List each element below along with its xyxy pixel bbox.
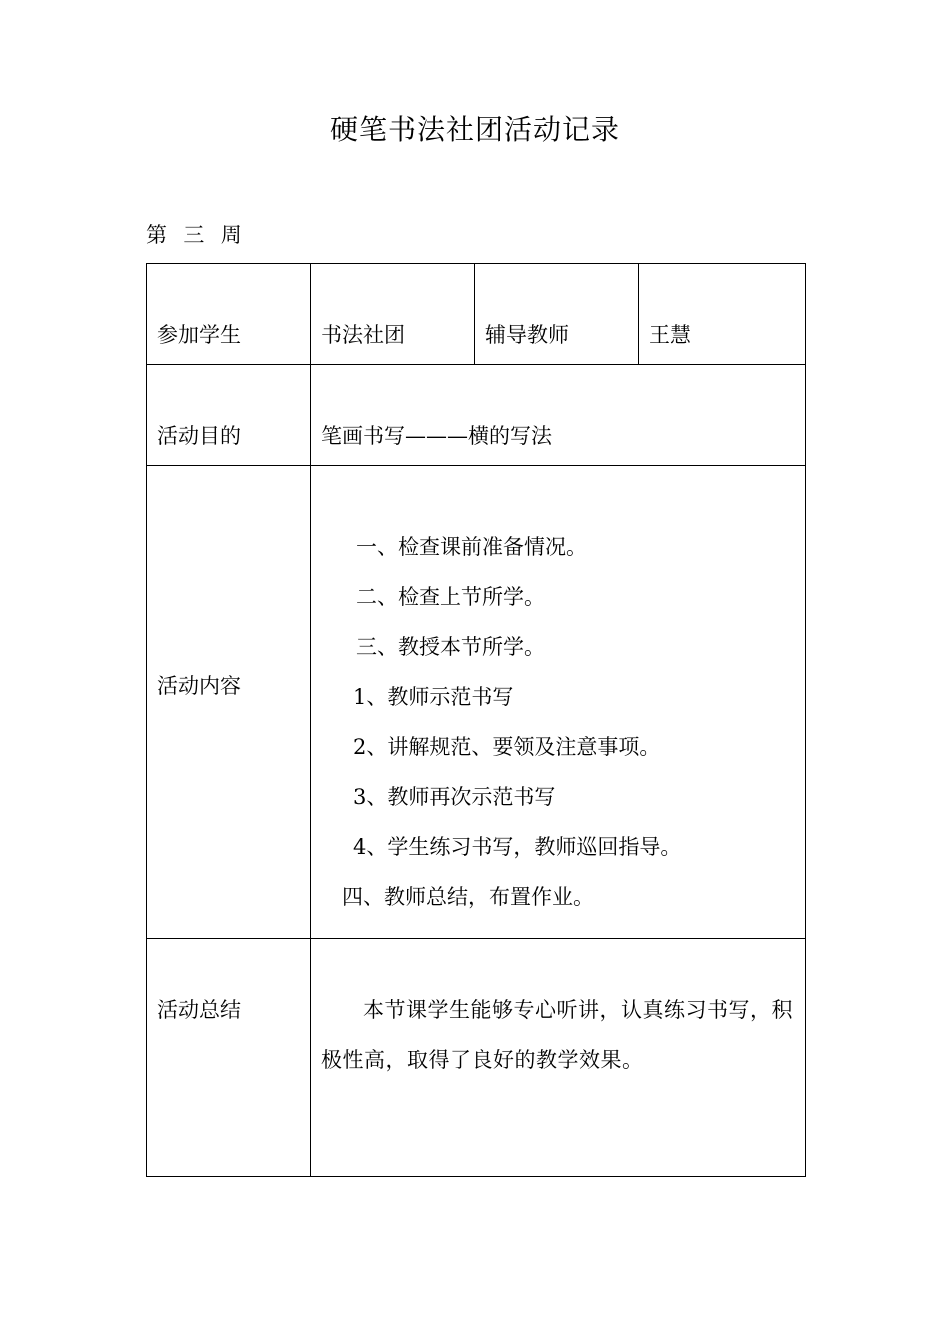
summary-label-cell [147, 939, 311, 1177]
page-title: 硬笔书法社团活动记录 [329, 113, 620, 146]
content-label-cell [147, 466, 311, 939]
list-item: 4、学生练习书写，教师巡回指导。 [353, 835, 682, 859]
purpose-value: 笔画书写———横的写法 [321, 424, 552, 448]
content-row [147, 466, 806, 939]
content-value-cell [311, 466, 806, 939]
content-label: 活动内容 [157, 674, 241, 698]
list-item: 二、检查上节所学。 [356, 585, 545, 609]
teacher-label-cell [475, 264, 639, 365]
content-list [311, 522, 681, 922]
purpose-row [147, 365, 806, 466]
summary-label: 活动总结 [157, 998, 241, 1022]
participants-row [147, 264, 806, 365]
list-item: 三、教授本节所学。 [356, 635, 545, 659]
purpose-label: 活动目的 [157, 424, 241, 448]
list-item: 四、教师总结，布置作业。 [342, 885, 594, 909]
students-label: 参加学生 [157, 323, 241, 347]
list-item: 3、教师再次示范书写 [353, 785, 556, 809]
students-label-cell [147, 264, 311, 365]
summary-text: 本节课学生能够专心听讲，认真练习书写，积极性高，取得了良好的教学效果。 [321, 998, 793, 1072]
teacher-value: 王慧 [649, 323, 691, 347]
list-item: 1、教师示范书写 [353, 685, 514, 709]
list-item: 2、讲解规范、要领及注意事项。 [353, 735, 661, 759]
teacher-label: 辅导教师 [485, 323, 569, 347]
students-value-cell [311, 264, 475, 365]
purpose-value-cell [311, 365, 806, 466]
teacher-value-cell [639, 264, 806, 365]
summary-value-cell [311, 939, 806, 1177]
summary-row [147, 939, 806, 1177]
purpose-label-cell [147, 365, 311, 466]
activity-record-table [146, 263, 806, 1177]
week-label: 第 三 周 [146, 223, 243, 247]
list-item: 一、检查课前准备情况。 [356, 535, 587, 559]
students-value: 书法社团 [321, 323, 405, 347]
